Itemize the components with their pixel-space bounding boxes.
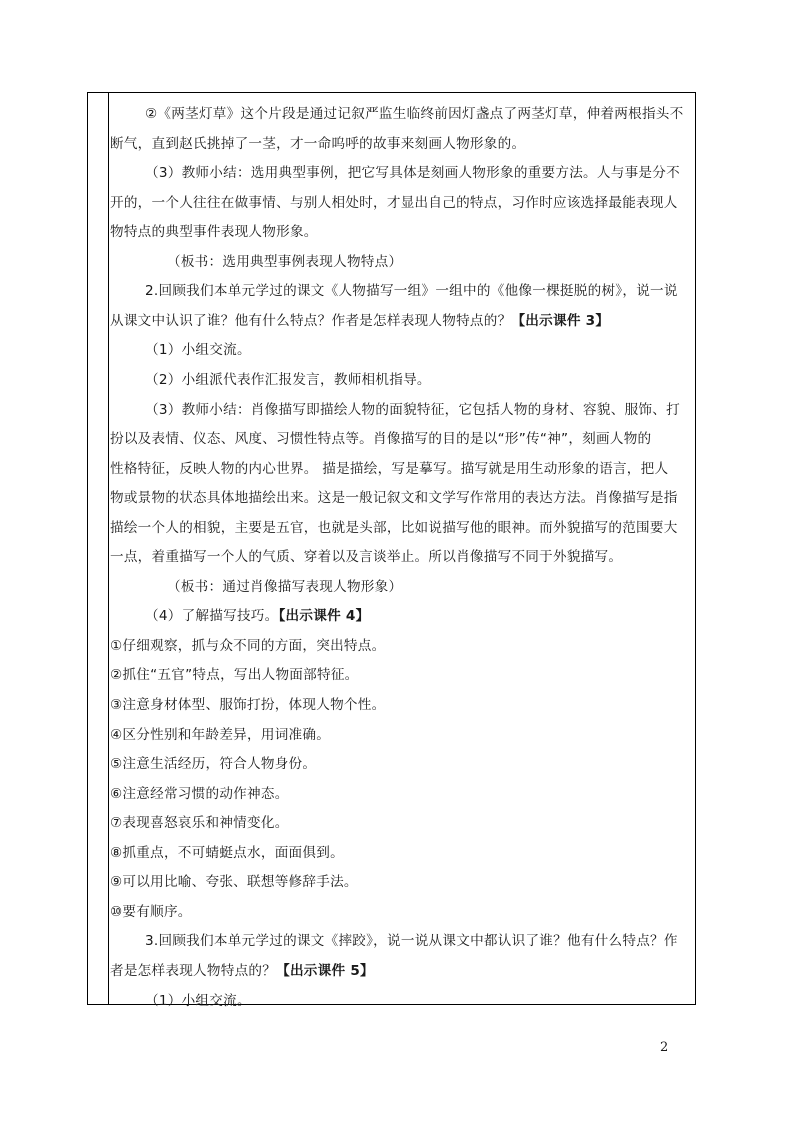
text-line: 物特点的典型事件表现人物形象。 [110,224,318,241]
lesson-plan-table [87,92,696,1009]
list-item: ①仔细观察，抓与众不同的方面，突出特点。 [110,637,386,654]
list-item: ③注意身材体型、服饰打扮，体现人物个性。 [110,697,386,713]
list-item: ⑩要有顺序。 [110,903,192,920]
text-line: 物或景物的状态具体地描绘出来。这是一般记叙文和文学写作常用的表达方法。肖像描写是指 [110,490,678,507]
text-line [110,311,609,331]
text-line: ②《两茎灯草》这个片段是通过记叙严监生临终前因灯盏点了两茎灯草，伸着两根指头不 [145,106,684,122]
text-line [110,961,374,981]
courseware-tag: 【出示课件 4】 [278,608,370,625]
text-line: （1）小组交流。 [145,342,251,359]
content-cell [110,93,696,1009]
text-line: （1）小组交流。 [145,992,251,1009]
blackboard-note: （板书：通过肖像描写表现人物形象） [167,578,403,595]
list-item: ⑧抓重点，不可蜻蜓点水，面面俱到。 [110,844,344,861]
text-line: （3）教师小结：选用典型事例，把它写具体是刻画人物形象的重要方法。人与事是分不 [145,165,680,182]
text-line: 扮以及表情、仪态、风度、习惯性特点等。肖像描写的目的是以“形”传“神”，刻画人物的 [110,431,652,448]
text-line: 开的，一个人往往在做事情、与别人相处时，才显出自己的特点，习作时应该选择最能表现人 [110,194,678,211]
text-span: 者是怎样表现人物特点的？ [110,962,277,979]
text-line: 性格特征，反映人物的内心世界。 描是描绘，写是摹写。描写就是用生动形象的语言，把人 [110,460,669,477]
text-line: （2）小组派代表作汇报发言，教师相机指导。 [145,371,431,388]
list-item: ⑤注意生活经历，符合人物身份。 [110,756,317,773]
list-item: ⑦表现喜怒哀乐和神情变化。 [110,815,289,832]
page-number: 2 [660,1040,669,1055]
list-item: ②抓住“五官”特点，写出人物面部特征。 [110,667,359,684]
courseware-tag: 【出示课件 3】 [511,312,610,329]
text-line: 描绘一个人的相貌，主要是五官，也就是头部，比如说描写他的眼神。而外貌描写的范围要大 [110,519,678,536]
text-line: 2.回顾我们本单元学过的课文《人物描写一组》一组中的《他像一棵挺脱的树》，说一说 [145,283,678,300]
text-span: 从课文中认识了谁？他有什么特点？作者是怎样表现人物特点的？ [110,312,512,329]
list-item: ⑥注意经常习惯的动作神态。 [110,785,289,802]
text-line: 断气，直到赵氏挑掉了一茎，才一命呜呼的故事来刻画人物形象的。 [110,135,526,152]
list-item: ⑨可以用比喻、夸张、联想等修辞手法。 [110,874,358,891]
text-line: 3.回顾我们本单元学过的课文《摔跤》，说一说从课文中都认识了谁？他有什么特点？作 [145,933,678,950]
text-line: 一点，着重描写一个人的气质、穿着以及言谈举止。所以肖像描写不同于外貌描写。 [110,549,623,566]
list-item: ④区分性别和年龄差异，用词准确。 [110,726,331,743]
courseware-tag: 【出示课件 5】 [276,962,374,979]
text-span: （4）了解描写技巧。 [145,608,279,625]
text-line: （3）教师小结：肖像描写即描绘人物的面貌特征，它包括人物的身材、容貌、服饰、打 [145,401,680,418]
text-line [145,606,369,626]
blackboard-note: （板书：选用典型事例表现人物特点） [167,253,403,270]
left-column-cell [88,93,109,1004]
